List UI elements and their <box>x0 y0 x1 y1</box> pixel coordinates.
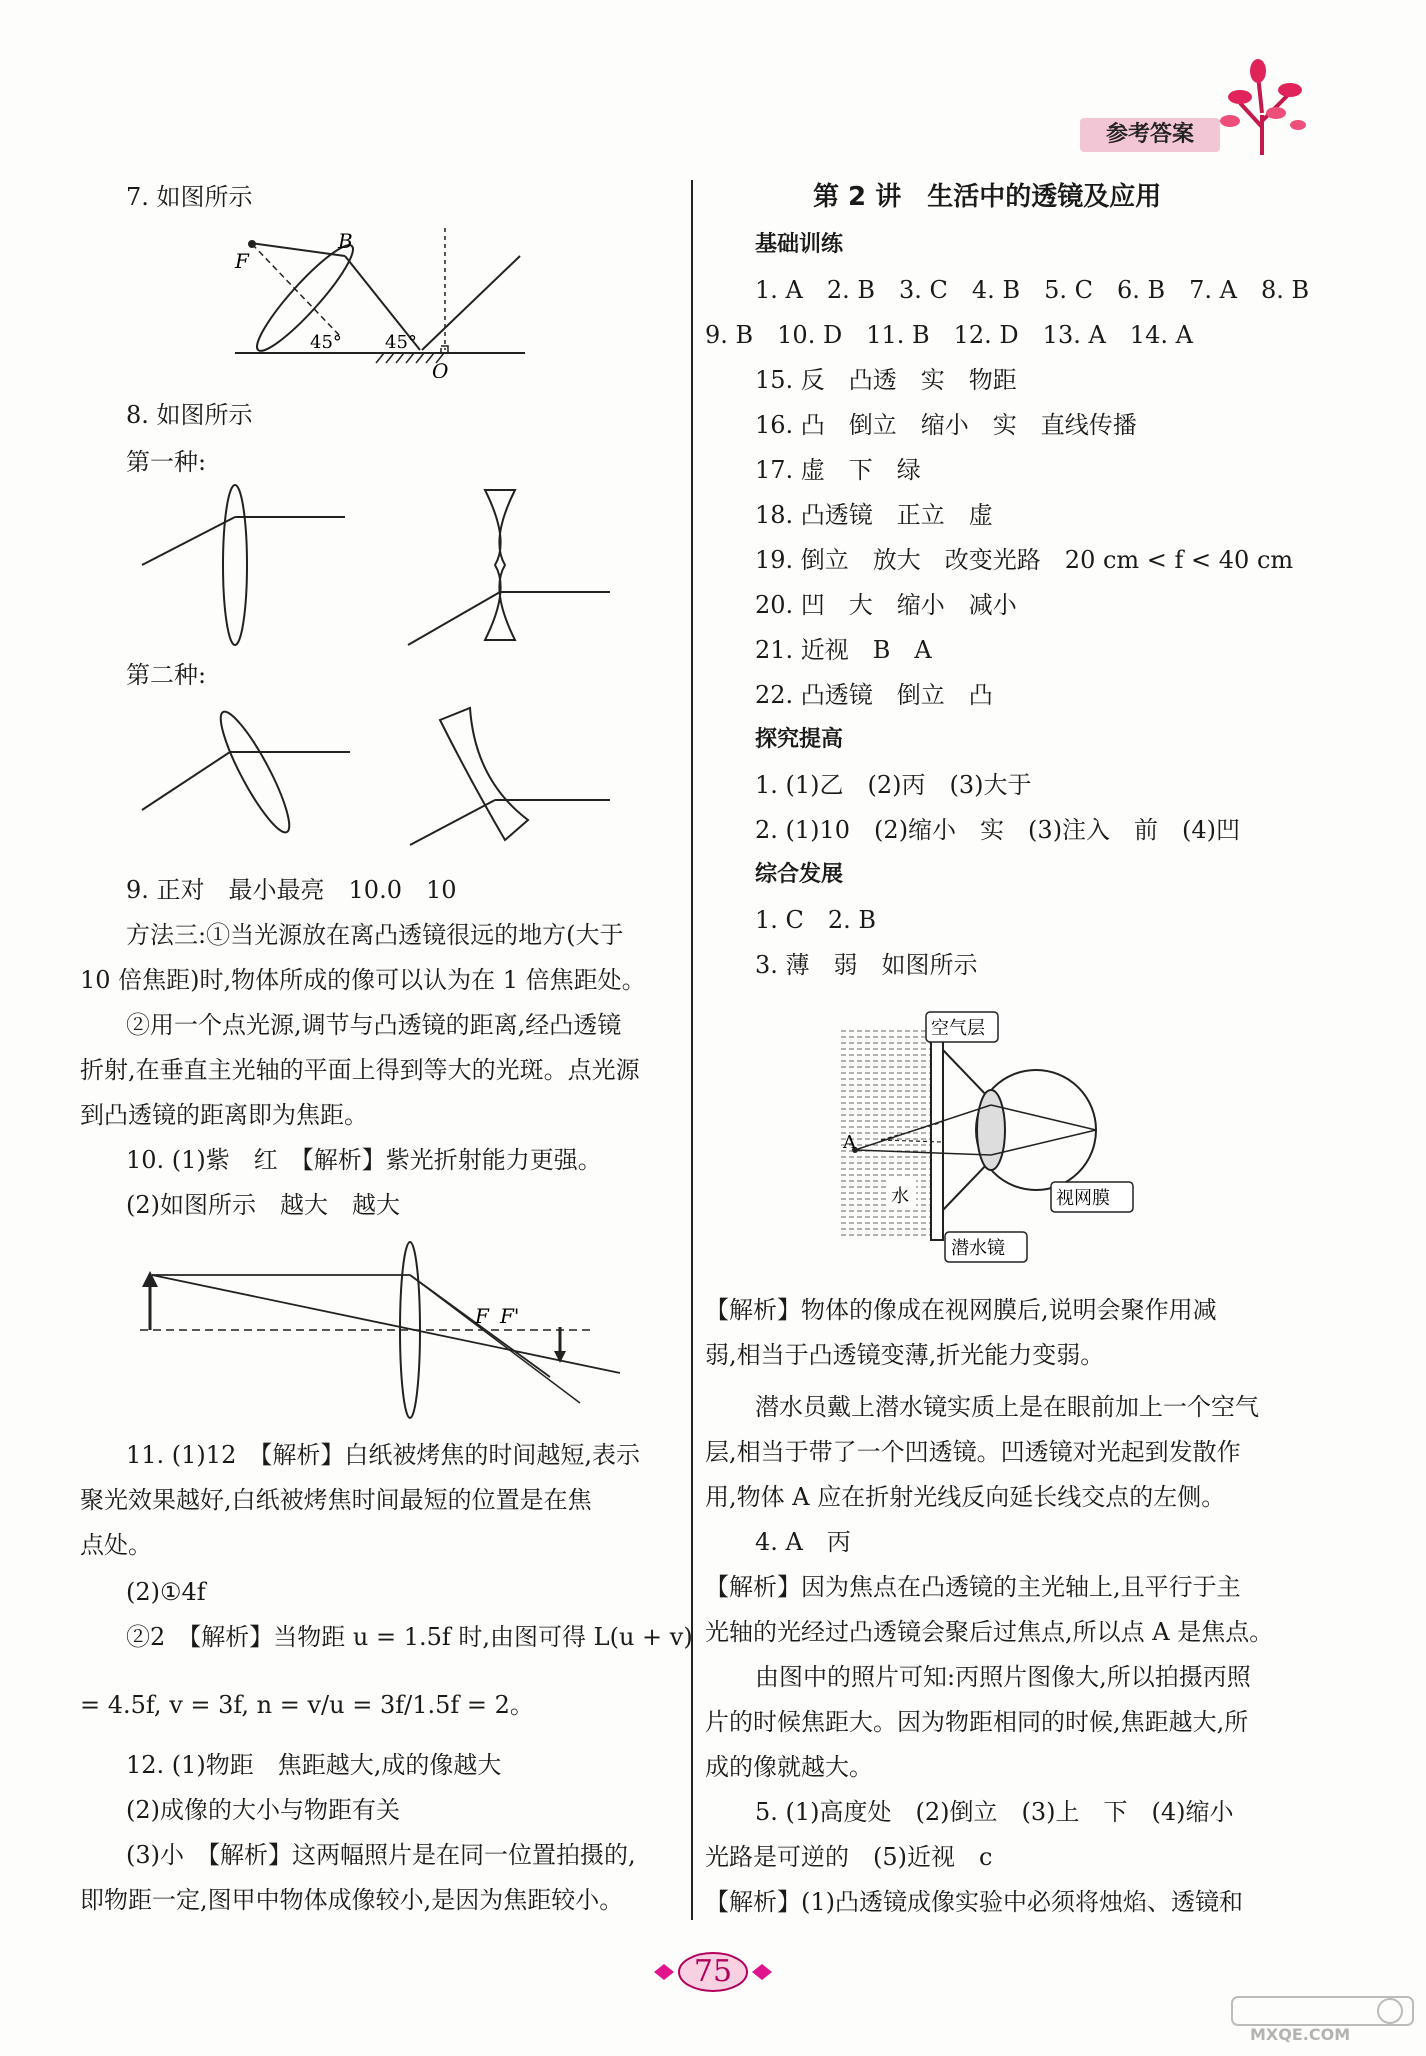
q7-heading: 7. 如图所示 <box>126 183 253 211</box>
answer-19: 19. 倒立 放大 改变光路 20 cm < f < 40 cm <box>755 546 1294 574</box>
comp4-analysis-line4: 片的时候焦距大。因为物距相同的时候,焦距越大,所 <box>705 1708 1249 1736</box>
q10-part2: (2)如图所示 越大 越大 <box>126 1191 400 1219</box>
q12-line3: (3)小 【解析】这两幅照片是在同一位置拍摄的, <box>126 1841 636 1869</box>
q10-label-Fprime: F' <box>500 1304 520 1328</box>
q10-label-F: F <box>475 1304 489 1328</box>
q12-line1: 12. (1)物距 焦距越大,成的像越大 <box>126 1751 502 1779</box>
answer-18: 18. 凸透镜 正立 虚 <box>755 501 993 529</box>
q7-label-angle-2: 45° <box>385 332 417 353</box>
q9-method3-line2: 10 倍焦距)时,物体所成的像可以认为在 1 倍焦距处。 <box>80 966 646 994</box>
explore-answer-2: 2. (1)10 (2)缩小 实 (3)注入 前 (4)凹 <box>755 816 1241 844</box>
q9-method3-line1: 方法三:①当光源放在离凸透镜很远的地方(大于 <box>126 921 624 949</box>
q11-line3: 点处。 <box>80 1531 152 1559</box>
q10-diagram <box>130 1235 630 1425</box>
q11-line2: 聚光效果越好,白纸被烤焦时间最短的位置是在焦 <box>80 1486 592 1514</box>
watermark-text: MXQE.COM <box>1250 2025 1351 2044</box>
comp3-analysis-line4: 层,相当于带了一个凹透镜。凹透镜对光起到发散作 <box>705 1438 1241 1466</box>
comp3-analysis-line2: 弱,相当于凸透镜变薄,折光能力变弱。 <box>705 1341 1105 1369</box>
answer-15: 15. 反 凸透 实 物距 <box>755 366 1017 394</box>
eye-label-air-layer: 空气层 <box>931 1018 985 1039</box>
q7-label-O: O <box>432 359 449 378</box>
page-number <box>652 1950 774 1994</box>
q11-line1: 11. (1)12 【解析】白纸被烤焦的时间越短,表示 <box>126 1441 640 1469</box>
q7-label-B: B <box>338 229 353 253</box>
comp5-analysis-line1: 【解析】(1)凸透镜成像实验中必须将烛焰、透镜和 <box>705 1888 1243 1916</box>
eye-label-goggle: 潜水镜 <box>951 1238 1005 1259</box>
subsection-basic: 基础训练 <box>755 232 844 257</box>
explore-answer-1: 1. (1)乙 (2)丙 (3)大于 <box>755 771 1032 799</box>
q9-method3-line4: 折射,在垂直主光轴的平面上得到等大的光斑。点光源 <box>80 1056 640 1084</box>
q11-line4: (2)①4f <box>126 1578 206 1606</box>
comp-answer-3: 3. 薄 弱 如图所示 <box>755 951 978 979</box>
q7-label-angle-1: 45° <box>310 332 342 353</box>
q10-part1: 10. (1)紫 红 【解析】紫光折射能力更强。 <box>126 1146 602 1174</box>
answers-1-8: 1. A 2. B 3. C 4. B 5. C 6. B 7. A 8. B <box>755 276 1310 304</box>
comp-answer-4: 4. A 丙 <box>755 1528 851 1556</box>
q12-line2: (2)成像的大小与物距有关 <box>126 1796 400 1824</box>
comp3-analysis-line1: 【解析】物体的像成在视网膜后,说明会聚作用减 <box>705 1296 1217 1324</box>
comp4-analysis-line3: 由图中的照片可知:丙照片图像大,所以拍摄丙照 <box>755 1663 1251 1691</box>
comp-answer-1-2: 1. C 2. B <box>755 906 877 934</box>
subsection-explore: 探究提高 <box>755 727 844 752</box>
q11-line5: ②2 【解析】当物距 u = 1.5f 时,由图可得 L(u + v) <box>126 1623 693 1651</box>
answer-17: 17. 虚 下 绿 <box>755 456 921 484</box>
q12-line4: 即物距一定,图甲中物体成像较小,是因为焦距较小。 <box>80 1886 624 1914</box>
eye-goggle-diagram <box>841 1010 1141 1270</box>
answer-22: 22. 凸透镜 倒立 凸 <box>755 681 993 709</box>
header-answer-tag: 参考答案 <box>1080 118 1220 152</box>
answer-20: 20. 凹 大 缩小 减小 <box>755 591 1017 619</box>
comp4-analysis-line1: 【解析】因为焦点在凸透镜的主光轴上,且平行于主 <box>705 1573 1241 1601</box>
comp3-analysis-line5: 用,物体 A 应在折射光线反向延长线交点的左侧。 <box>705 1483 1226 1511</box>
q9-method3-line3: ②用一个点光源,调节与凸透镜的距离,经凸透镜 <box>126 1011 622 1039</box>
q8-heading: 8. 如图所示 <box>126 401 253 429</box>
comp3-analysis-line3: 潜水员戴上潜水镜实质上是在眼前加上一个空气 <box>755 1393 1259 1421</box>
eye-label-retina: 视网膜 <box>1056 1188 1110 1209</box>
q7-label-F: F <box>235 249 249 273</box>
eye-label-A: A <box>843 1132 856 1153</box>
q11-line6: = 4.5f, v = 3f, n = v/u = 3f/1.5f = 2。 <box>80 1691 534 1719</box>
answer-21: 21. 近视 B A <box>755 636 932 664</box>
section-title: 第 2 讲 生活中的透镜及应用 <box>813 182 1162 212</box>
comp-answer-5-line1: 5. (1)高度处 (2)倒立 (3)上 下 (4)缩小 <box>755 1798 1234 1826</box>
subsection-comprehensive: 综合发展 <box>755 862 844 887</box>
eye-label-water: 水 <box>891 1186 909 1207</box>
comp4-analysis-line5: 成的像就越大。 <box>705 1753 873 1781</box>
q9-method3-line5: 到凸透镜的距离即为焦距。 <box>80 1101 368 1129</box>
q8-first-kind: 第一种: <box>126 448 207 476</box>
q9-answer: 9. 正对 最小最亮 10.0 10 <box>126 876 457 904</box>
right-column <box>693 0 1426 2056</box>
left-column <box>0 0 691 2056</box>
answer-16: 16. 凸 倒立 缩小 实 直线传播 <box>755 411 1137 439</box>
comp4-analysis-line2: 光轴的光经过凸透镜会聚后过焦点,所以点 A 是焦点。 <box>705 1618 1274 1646</box>
page-number-text: 75 <box>693 1954 733 1989</box>
q8-diagram-second <box>130 700 630 850</box>
q8-second-kind: 第二种: <box>126 661 207 689</box>
watermark <box>1230 1995 1415 2045</box>
q8-diagram-first <box>130 480 630 650</box>
answers-9-14: 9. B 10. D 11. B 12. D 13. A 14. A <box>705 321 1193 349</box>
q7-diagram <box>200 218 540 378</box>
comp-answer-5-line2: 光路是可逆的 (5)近视 c <box>705 1843 993 1871</box>
